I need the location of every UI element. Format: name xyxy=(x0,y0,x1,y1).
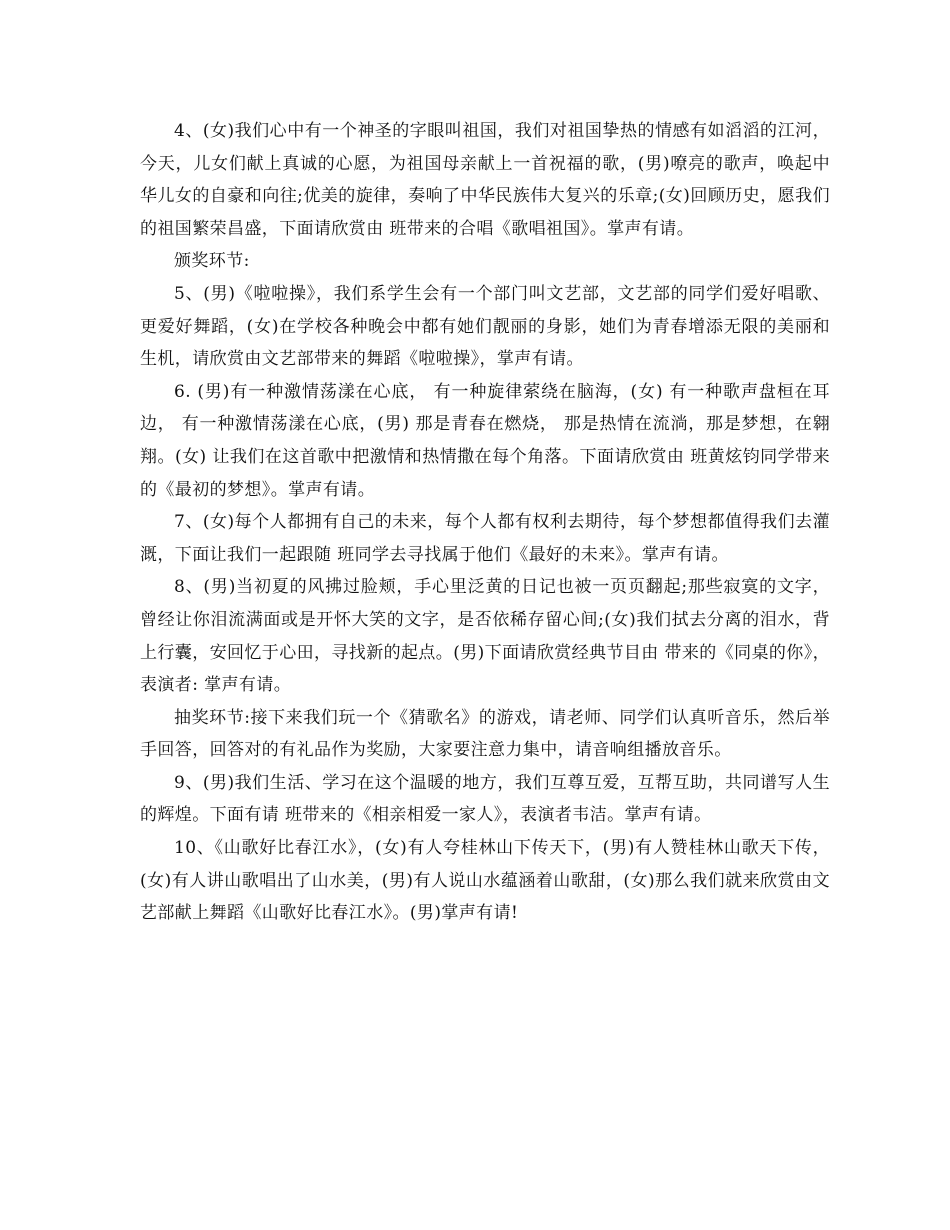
paragraph-4-song-motherland: 4、(女)我们心中有一个神圣的字眼叫祖国，我们对祖国挚热的情感有如滔滔的江河，今天，儿女们献上真诚的心愿，为祖国母亲献上一首祝福的歌，(男)嘹亮的歌声，唤起中华儿女的自豪和向往;优美的旋律，奏响了中华民族伟大复兴的乐章;(女)回顾历史，愿我们的祖国繁荣昌盛，下面请欣赏由 班带来的合唱《歌唱祖国》。掌声有请。 xyxy=(140,121,830,239)
document-page xyxy=(140,115,830,930)
paragraph-6-first-dream: 6. (男)有一种激情荡漾在心底， 有一种旋律萦绕在脑海，(女) 有一种歌声盘桓在耳边， 有一种激情荡漾在心底，(男) 那是青春在燃烧， 那是热情在流淌，那是梦想，在翱翔。(女) 让我们在这首歌中把激情和热情撒在每个角落。下面请欣赏由 班黄炫钧同学带来的《最初的梦想》。掌声有请。 xyxy=(140,381,830,500)
paragraph-award-section: 颁奖环节: xyxy=(174,251,250,272)
paragraph-10-folk-song: 10、《山歌好比春江水》，(女)有人夸桂林山下传天下，(男)有人赞桂林山歌天下传，(女)有人讲山歌唱出了山水美，(男)有人说山水蕴涵着山歌甜，(女)那么我们就来欣赏由文艺部献上舞蹈《山歌好比春江水》。(男)掌声有请! xyxy=(140,838,830,924)
paragraph-7-best-future: 7、(女)每个人都拥有自己的未来，每个人都有权利去期待，每个梦想都值得我们去灌溉，下面让我们一起跟随 班同学去寻找属于他们《最好的未来》。掌声有请。 xyxy=(140,512,830,565)
paragraph-lottery-section: 抽奖环节:接下来我们玩一个《猜歌名》的游戏，请老师、同学们认真听音乐，然后举手回答，回答对的有礼品作为奖励，大家要注意力集中，请音响组播放音乐。 xyxy=(140,707,830,761)
paragraph-5-cheerleading: 5、(男)《啦啦操》，我们系学生会有一个部门叫文艺部，文艺部的同学们爱好唱歌、更爱好舞蹈，(女)在学校各种晚会中都有她们靓丽的身影，她们为青春增添无限的美丽和生机，请欣赏由文艺部带来的舞蹈《啦啦操》，掌声有请。 xyxy=(140,283,830,370)
paragraph-9-family: 9、(男)我们生活、学习在这个温暖的地方，我们互尊互爱，互帮互助，共同谱写人生的辉煌。下面有请 班带来的《相亲相爱一家人》，表演者韦洁。掌声有请。 xyxy=(140,772,830,826)
paragraph-8-deskmate: 8、(男)当初夏的风拂过脸颊，手心里泛黄的日记也被一页页翻起;那些寂寞的文字，曾经让你泪流满面或是开怀大笑的文字，是否依稀存留心间;(女)我们拭去分离的泪水，背上行囊，安回忆于心田，寻找新的起点。(男)下面请欣赏经典节目由 带来的《同桌的你》，表演者: 掌声有请。 xyxy=(140,577,830,696)
